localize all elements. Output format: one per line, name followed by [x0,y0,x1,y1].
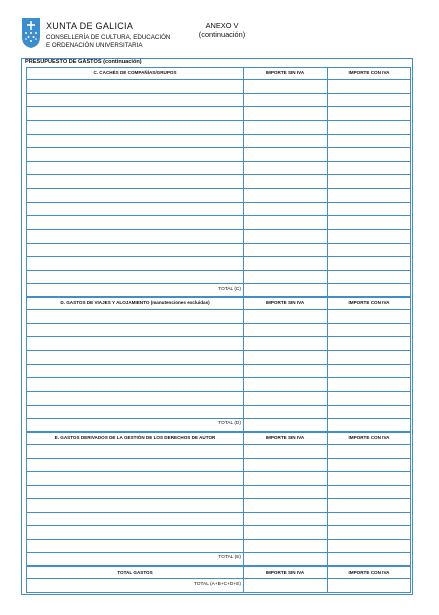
section-e-col-divider [243,432,244,566]
section-d-row-line [26,418,411,419]
section-c-row-line [26,174,411,175]
section-d-col-divider [243,297,244,432]
section-e-col-sin-iva: IMPORTE SIN IVA [265,435,305,440]
section-d-row-line [26,405,411,406]
totals-col-con-iva: IMPORTE CON IVA [348,570,390,575]
section-c-row-line [26,256,411,257]
section-d-col-con-iva: IMPORTE CON IVA [348,300,390,305]
section-e-row-line [26,485,411,486]
section-e-row-line [26,539,411,540]
section-c-table [26,67,411,297]
section-c-row-line [26,106,411,107]
section-d-col-divider [327,297,328,432]
section-c-total-label: TOTAL (C) [218,287,241,292]
section-c-row-line [26,229,411,230]
section-d-row-line [26,364,411,365]
section-c-row-line [26,215,411,216]
section-d-row-line [26,377,411,378]
section-e-row-line [26,458,411,459]
section-e-row-line [26,498,411,499]
section-c-row-line [26,202,411,203]
section-d-row-line [26,323,411,324]
annex-subtitle: (continuación) [198,29,246,39]
totals-sum-label: TOTAL (A+B+C+D+E) [193,582,241,587]
section-c-row-line [26,243,411,244]
section-d-col-sin-iva: IMPORTE SIN IVA [265,300,305,305]
xunta-logo [21,17,41,49]
section-e-title: E. GASTOS DERIVADOS DE LA GESTIÓN DE LOS DERECHOS DE AUTOR [54,435,216,440]
section-e-row-line [26,471,411,472]
section-c-row-line [26,120,411,121]
section-c-row-line [26,147,411,148]
section-d-row-line [26,391,411,392]
totals-row-line [26,578,411,579]
section-c-col-divider [243,67,244,297]
section-c-row-line [26,270,411,271]
section-c-title: C. CACHÉS DE COMPAÑÍAS/GRUPOS [93,70,177,75]
section-c-col-divider [327,67,328,297]
section-c-col-sin-iva: IMPORTE SIN IVA [265,70,305,75]
section-e-row-line [26,552,411,553]
section-e-col-divider [327,432,328,566]
department-line-1: CONSELLERÍA DE CULTURA, EDUCACIÓN [46,34,171,41]
section-c-col-con-iva: IMPORTE CON IVA [348,70,390,75]
department-name [46,34,170,49]
totals-col-divider [327,566,328,593]
section-c-row-line [26,93,411,94]
annex-title: ANEXO V [205,21,239,30]
section-e-row-line [26,525,411,526]
section-e-row-line [26,512,411,513]
form-title: PRESUPUESTO DE GASTOS (continuación) [25,59,142,65]
section-e-col-con-iva: IMPORTE CON IVA [348,435,390,440]
section-e-total-label: TOTAL (E) [218,555,241,560]
section-d-total-label: TOTAL (D) [218,421,241,426]
section-c-row-line [26,161,411,162]
section-c-row-line [26,79,411,80]
totals-col-divider [243,566,244,593]
totals-title: TOTAL GASTOS [117,570,153,575]
section-e-row-line [26,444,411,445]
section-d-row-line [26,350,411,351]
section-c-row-line [26,134,411,135]
section-d-row-line [26,309,411,310]
annex-heading [170,22,274,39]
department-line-2: E ORDENACIÓN UNIVERSITARIA [46,41,143,49]
section-c-row-line [26,188,411,189]
brand-name: XUNTA DE GALICIA [46,21,134,31]
section-d-row-line [26,336,411,337]
section-e-table [26,432,411,566]
page-header [0,0,439,58]
section-c-row-line [26,283,411,284]
section-d-title: D. GASTOS DE VIAJES Y ALOJAMIENTO (manutenciones excluidas) [60,300,210,305]
totals-col-sin-iva: IMPORTE SIN IVA [265,570,305,575]
